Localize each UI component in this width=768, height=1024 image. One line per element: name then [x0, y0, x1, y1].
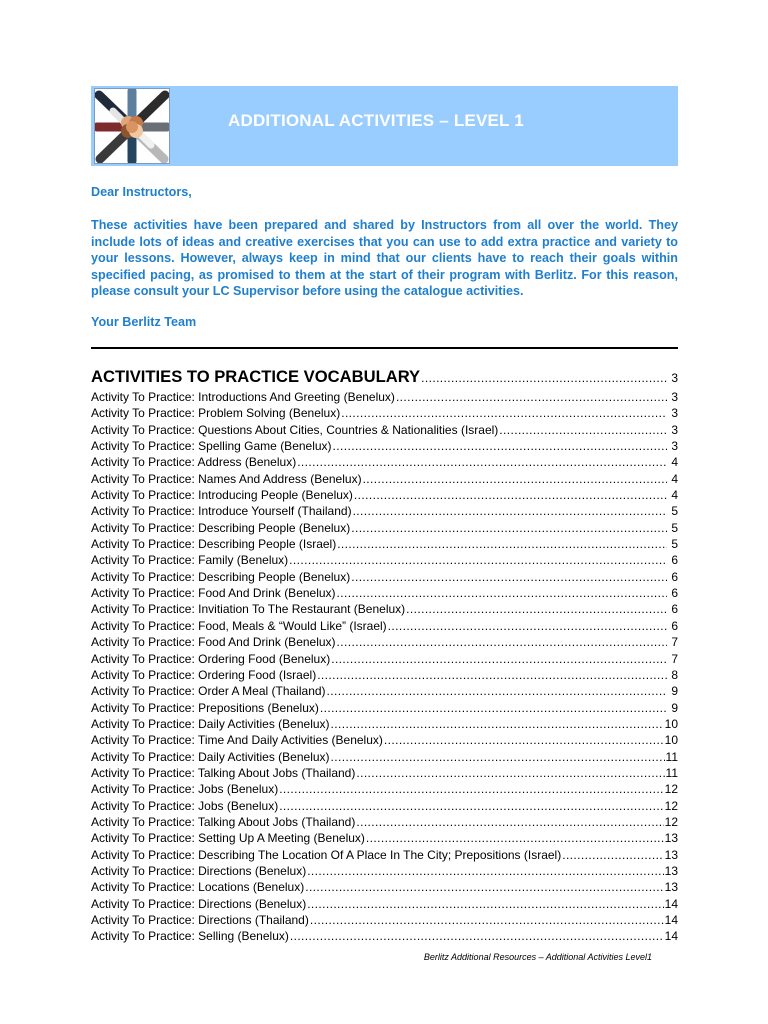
dot-leader [341, 405, 667, 421]
toc-entry[interactable] [91, 634, 678, 650]
toc-entry-label: Activity To Practice: Describing People (Benelux) [91, 569, 351, 584]
dot-leader [331, 749, 665, 765]
toc-entry-label: Activity To Practice: Problem Solving (Benelux) [91, 406, 341, 421]
toc-entry-label: Activity To Practice: Time And Daily Activities (Benelux) [91, 733, 383, 748]
toc-entry-label: Activity To Practice: Daily Activities (Benelux) [91, 749, 330, 764]
toc-entry-page: 9 [671, 700, 678, 715]
divider [91, 347, 678, 349]
toc-entry-label: Activity To Practice: Food, Meals & “Would Like” (Israel) [91, 618, 387, 633]
dot-leader [337, 634, 667, 650]
toc-entry-page: 14 [664, 913, 678, 927]
toc-entry[interactable] [91, 781, 678, 797]
toc-entry[interactable] [91, 749, 678, 765]
toc-entry-label: Activity To Practice: Directions (Benelux) [91, 863, 307, 878]
toc-entry-label: Activity To Practice: Selling (Benelux) [91, 929, 289, 944]
toc-entry-label: Activity To Practice: Family (Benelux) [91, 553, 289, 568]
toc-entry[interactable] [91, 405, 678, 421]
toc-entry[interactable] [91, 471, 678, 487]
dot-leader [351, 520, 667, 536]
toc-entry-page: 6 [671, 618, 678, 633]
toc-entry-label: Activity To Practice: Jobs (Benelux) [91, 782, 279, 797]
toc-entry[interactable] [91, 601, 678, 617]
toc-entry-page: 7 [671, 651, 678, 666]
toc-entry-page: 12 [664, 798, 678, 813]
toc-entry-page: 10 [664, 733, 678, 748]
dot-leader [396, 389, 667, 405]
dot-leader [421, 371, 667, 385]
toc-entry-page: 5 [671, 504, 678, 519]
toc-entry-page: 13 [664, 863, 678, 878]
toc-entry-label: Activity To Practice: Names And Address (Benelux) [91, 471, 362, 486]
toc-entry[interactable] [91, 700, 678, 716]
toc-entry-page: 3 [671, 390, 678, 404]
toc-heading[interactable] [91, 367, 678, 389]
team-hands-photo [94, 88, 170, 164]
toc-entry-page: 14 [664, 929, 678, 944]
toc-entry-label: Activity To Practice: Order A Meal (Thailand) [91, 684, 326, 699]
dot-leader [351, 569, 667, 585]
toc-entry-label: Activity To Practice: Describing The Location Of A Place In The City; Prepositions (Israel) [91, 847, 562, 862]
dot-leader [297, 454, 667, 470]
toc-entry-label: Activity To Practice: Invitiation To The Restaurant (Benelux) [91, 602, 406, 617]
toc-entry[interactable] [91, 847, 678, 863]
toc-entry-label: Activity To Practice: Directions (Thailand) [91, 913, 309, 927]
toc-heading-page: 3 [671, 371, 678, 385]
dot-leader [331, 651, 667, 667]
toc-entry[interactable] [91, 912, 678, 928]
toc-entry-page: 3 [671, 422, 678, 437]
toc-entry[interactable] [91, 552, 678, 568]
toc-entry-label: Activity To Practice: Introducing People (Benelux) [91, 488, 353, 503]
toc-entry[interactable] [91, 765, 678, 781]
dot-leader [337, 536, 667, 552]
dot-leader [562, 847, 663, 863]
dot-leader [384, 732, 664, 748]
toc-entry-label: Activity To Practice: Describing People (Benelux) [91, 520, 351, 535]
toc-entry-page: 3 [671, 439, 678, 454]
toc-entry-page: 6 [671, 602, 678, 617]
toc-entries [91, 389, 678, 945]
toc-entry[interactable] [91, 618, 678, 634]
toc-entry-label: Activity To Practice: Talking About Jobs (Thailand) [91, 814, 356, 829]
toc-entry-label: Activity To Practice: Daily Activities (Benelux) [91, 716, 330, 731]
toc-entry[interactable] [91, 716, 678, 732]
toc-entry-page: 8 [671, 667, 678, 682]
dot-leader [331, 716, 664, 732]
toc-entry[interactable] [91, 651, 678, 667]
toc-entry-page: 11 [665, 749, 678, 764]
toc-entry[interactable] [91, 569, 678, 585]
dot-leader [310, 912, 664, 928]
toc-entry-label: Activity To Practice: Address (Benelux) [91, 455, 297, 470]
dot-leader [290, 928, 664, 944]
toc-entry-label: Activity To Practice: Ordering Food (Israel) [91, 667, 317, 682]
toc-entry[interactable] [91, 732, 678, 748]
toc-entry[interactable] [91, 585, 678, 601]
dot-leader [305, 879, 663, 895]
intro-paragraph: These activities have been prepared and shared by Instructors from all over the world. They include lots of ideas and creative exercises that you can use to add extra practice and variety to your lessons. However, always keep in mind that our clients have to reach their goals within specified pacing, as promised to them at the start of their program with Berlitz. For this reason, please consult your LC Supervisor before using the catalogue activities. [91, 218, 678, 298]
toc-entry-page: 13 [664, 831, 678, 846]
toc-heading-label: ACTIVITIES TO PRACTICE VOCABULARY [91, 367, 421, 386]
salutation: Dear Instructors, [91, 185, 192, 199]
toc-entry[interactable] [91, 503, 678, 519]
toc-entry-label: Activity To Practice: Food And Drink (Benelux) [91, 635, 336, 650]
toc-entry-label: Activity To Practice: Prepositions (Benelux) [91, 700, 319, 715]
toc-entry[interactable] [91, 454, 678, 470]
dot-leader [388, 618, 667, 634]
toc-entry[interactable] [91, 389, 678, 405]
toc-entry-page: 9 [671, 684, 678, 699]
toc-entry[interactable] [91, 879, 678, 895]
table-of-contents [91, 367, 678, 945]
toc-entry-label: Activity To Practice: Jobs (Benelux) [91, 798, 279, 813]
toc-entry-label: Activity To Practice: Introductions And Greeting (Benelux) [91, 390, 395, 404]
toc-entry-label: Activity To Practice: Setting Up A Meeting (Benelux) [91, 831, 365, 846]
toc-entry-label: Activity To Practice: Locations (Benelux) [91, 880, 305, 895]
toc-entry[interactable] [91, 896, 678, 912]
dot-leader [337, 585, 667, 601]
dot-leader [363, 471, 667, 487]
dot-leader [317, 667, 667, 683]
toc-entry-label: Activity To Practice: Talking About Jobs (Thailand) [91, 765, 356, 780]
dot-leader [356, 814, 663, 830]
toc-entry-page: 13 [664, 847, 678, 862]
signoff: Your Berlitz Team [91, 315, 197, 329]
dot-leader [307, 863, 663, 879]
toc-entry[interactable] [91, 683, 678, 699]
team-hands-image [95, 89, 169, 163]
dot-leader [366, 830, 664, 846]
dot-leader [354, 487, 667, 503]
toc-entry-page: 7 [671, 635, 678, 650]
toc-entry[interactable] [91, 863, 678, 879]
toc-entry-page: 6 [671, 553, 678, 568]
toc-entry-label: Activity To Practice: Describing People (Israel) [91, 537, 337, 552]
dot-leader [356, 765, 664, 781]
dot-leader [353, 503, 667, 519]
toc-entry-page: 12 [664, 782, 678, 797]
toc-entry[interactable] [91, 798, 678, 814]
toc-entry-label: Activity To Practice: Questions About Cities, Countries & Nationalities (Israel) [91, 422, 499, 437]
dot-leader [289, 552, 667, 568]
toc-entry-label: Activity To Practice: Spelling Game (Benelux) [91, 439, 332, 454]
toc-entry-page: 5 [671, 537, 678, 552]
toc-entry[interactable] [91, 667, 678, 683]
page-title: ADDITIONAL ACTIVITIES – LEVEL 1 [228, 111, 524, 130]
dot-leader [327, 683, 667, 699]
dot-leader [279, 781, 663, 797]
toc-entry-page: 4 [671, 455, 678, 470]
toc-entry-label: Activity To Practice: Introduce Yourself (Thailand) [91, 504, 352, 519]
toc-entry[interactable] [91, 830, 678, 846]
toc-entry-page: 12 [664, 814, 678, 829]
dot-leader [406, 601, 667, 617]
toc-entry-page: 4 [671, 471, 678, 486]
toc-entry[interactable] [91, 814, 678, 830]
toc-entry-page: 10 [664, 716, 678, 731]
dot-leader [307, 896, 663, 912]
toc-entry[interactable] [91, 422, 678, 438]
dot-leader [499, 422, 667, 438]
toc-entry-page: 3 [671, 406, 678, 421]
toc-entry-page: 13 [664, 880, 678, 895]
toc-entry[interactable] [91, 928, 678, 944]
toc-entry-page: 6 [671, 586, 678, 601]
dot-leader [333, 438, 667, 454]
toc-entry[interactable] [91, 487, 678, 503]
toc-entry-label: Activity To Practice: Directions (Benelux) [91, 896, 307, 911]
toc-entry-page: 14 [664, 896, 678, 911]
toc-entry[interactable] [91, 438, 678, 454]
toc-entry-page: 6 [671, 569, 678, 584]
toc-entry-page: 11 [665, 765, 678, 780]
toc-entry[interactable] [91, 520, 678, 536]
page-footer: Berlitz Additional Resources – Additional Activities Level1 [423, 952, 652, 962]
toc-entry[interactable] [91, 536, 678, 552]
toc-entry-label: Activity To Practice: Ordering Food (Benelux) [91, 651, 331, 666]
toc-entry-page: 4 [671, 488, 678, 503]
dot-leader [320, 700, 667, 716]
dot-leader [279, 798, 663, 814]
toc-entry-label: Activity To Practice: Food And Drink (Benelux) [91, 586, 336, 601]
toc-entry-page: 5 [671, 520, 678, 535]
